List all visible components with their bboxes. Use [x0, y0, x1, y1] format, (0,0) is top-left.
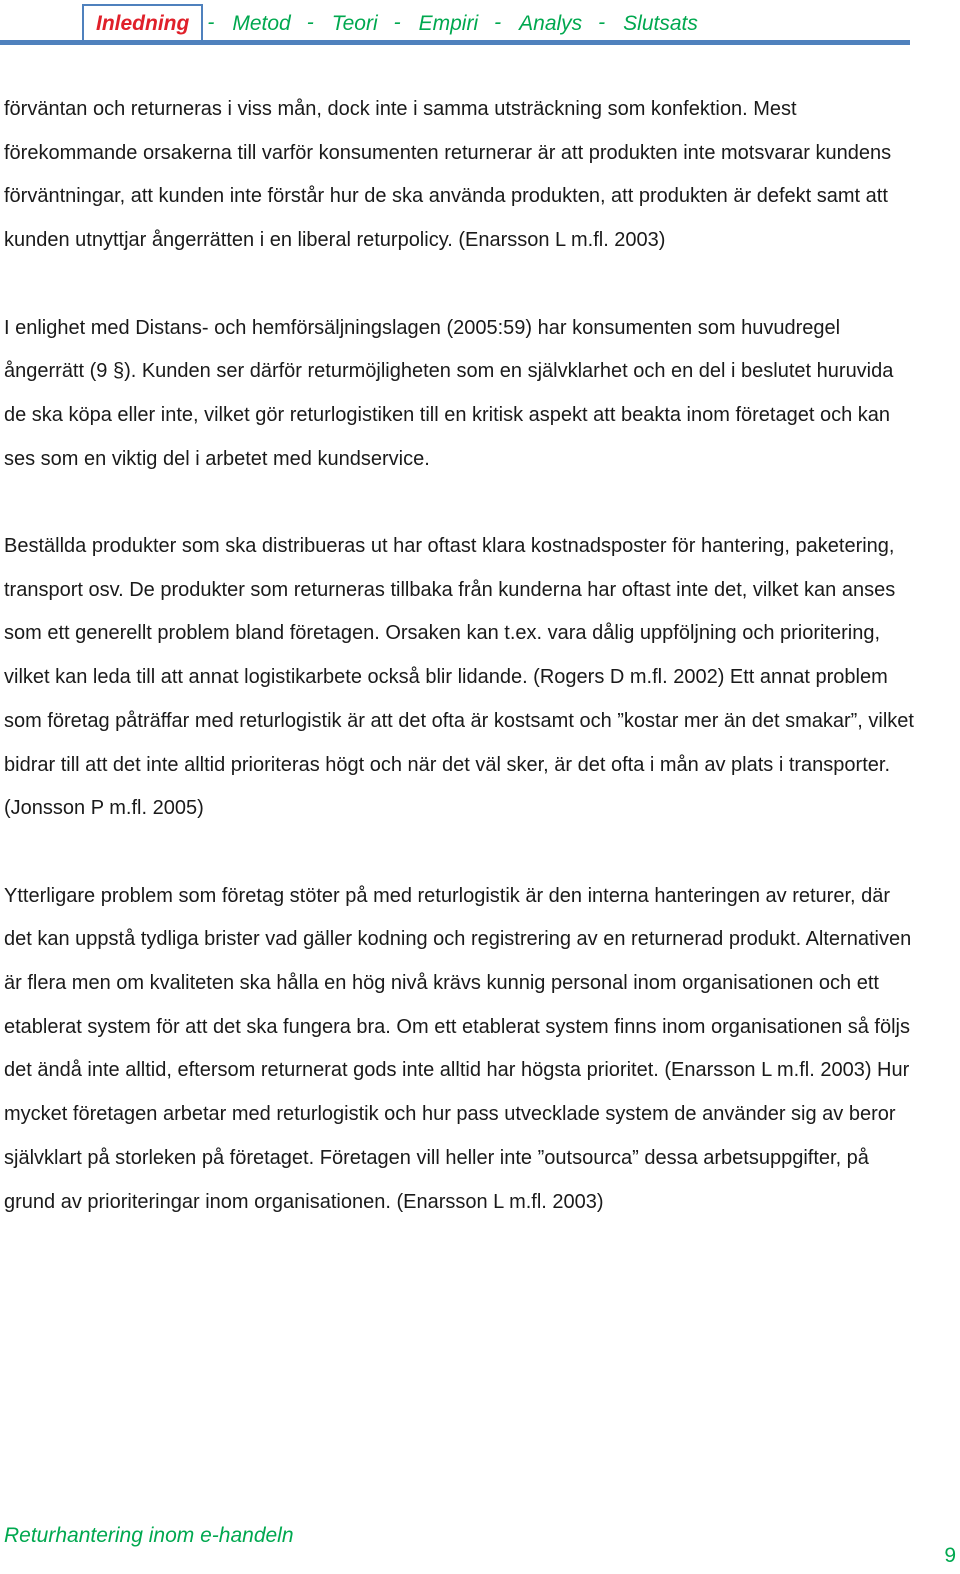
section-tabs — [82, 5, 710, 41]
page-number: 9 — [944, 1544, 956, 1567]
tab-separator: - — [207, 11, 215, 34]
body-paragraph: Ytterligare problem som företag stöter på med returlogistik är den interna hanteringen av returer, där det kan uppstå tydliga brister vad gäller kodning och registrering av en returnerad produkt. Alternativen är flera men om kvaliteten ska hålla en hög nivå krävs kunnig personal inom organisationen och ett etablerat system för att det ska fungera bra. Om ett etablerat system finns inom organisationen så följs det ändå inte alltid, eftersom returnerat gods inte alltid har högsta prioritet. (Enarsson L m.fl. 2003) Hur mycket företagen arbetar med returlogistik och hur pass utvecklade system de använder sig av beror självklart på storleken på företaget. Företagen vill heller inte ”outsourca” dessa arbetsuppgifter, på grund av prioriteringar inom organisationen. (Enarsson L m.fl. 2003) — [4, 884, 912, 1213]
tab-inledning[interactable]: Inledning — [82, 4, 203, 42]
body-paragraph: I enlighet med Distans- och hemförsäljningslagen (2005:59) har konsumenten som huvudregel ångerrätt (9 §). Kunden ser därför returmöjligheten som en självklarhet och en del i beslutet huruvida de ska köpa eller inte, vilket gör returlogistiken till en kritisk aspekt att beakta inom företaget och kan ses som en viktig del i arbetet med kundservice. — [4, 316, 894, 470]
body-paragraph: förväntan och returneras i viss mån, dock inte i samma utsträckning som konfektion. Mest förekommande orsakerna till varför konsumenten returnerar är att produkten inte motsvarar kundens förväntningar, att kunden inte förstår hur de ska använda produkten, att produkten är defekt samt att kunden utnyttjar ångerrätten i en liberal returpolicy. (Enarsson L m.fl. 2003) — [4, 98, 892, 252]
tab-teori[interactable]: Teori — [331, 12, 378, 35]
tab-separator: - — [306, 11, 314, 34]
tab-slutsats[interactable]: Slutsats — [623, 12, 698, 35]
section-navigation — [0, 0, 910, 46]
body-paragraph: Beställda produkter som ska distribueras ut har oftast klara kostnadsposter för hantering, paketering, transport osv. De produkter som returneras tillbaka från kunderna har oftast inte det, vilket kan anses som ett generellt problem bland företagen. Orsaken kan t.ex. vara dålig uppföljning och prioritering, vilket kan leda till att annat logistikarbete också blir lidande. (Rogers D m.fl. 2002) Ett annat problem som företag påträffar med returlogistik är att det ofta är kostsamt och ”kostar mer än det smakar”, vilket bidrar till att det inte alltid prioriteras högt och när det väl sker, är det ofta i mån av plats i transporter. (Jonsson P m.fl. 2005) — [4, 535, 914, 820]
tab-separator: - — [494, 11, 502, 34]
tab-metod[interactable]: Metod — [232, 12, 291, 35]
tab-analys[interactable]: Analys — [519, 12, 583, 35]
tab-separator: - — [598, 11, 606, 34]
footer-document-title: Returhantering inom e-handeln — [4, 1524, 294, 1547]
tab-separator: - — [393, 11, 401, 34]
header-divider — [0, 40, 910, 45]
tab-empiri[interactable]: Empiri — [418, 12, 479, 35]
document-body — [4, 88, 914, 1224]
